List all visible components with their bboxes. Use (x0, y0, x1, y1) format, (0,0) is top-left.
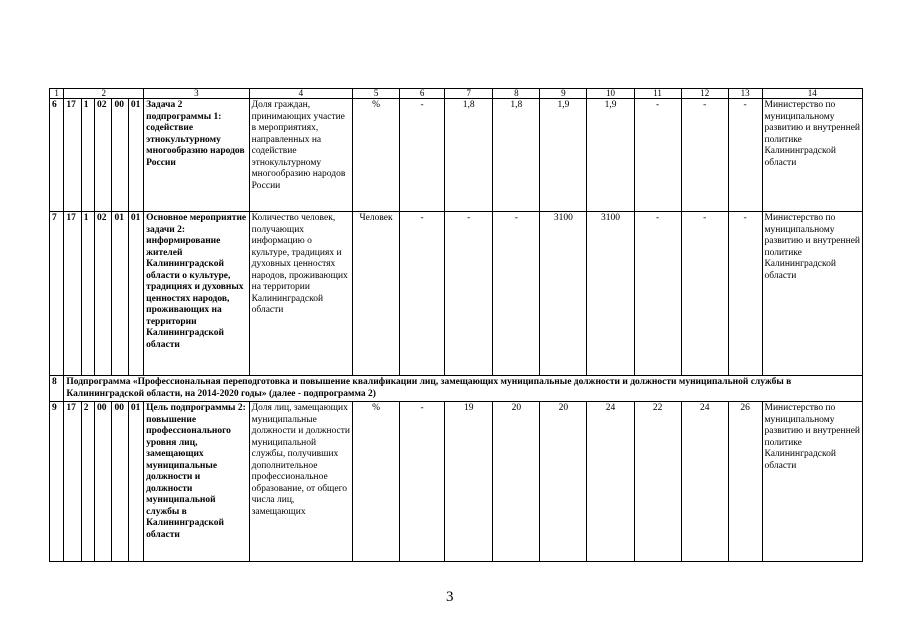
value-cell: 26 (728, 402, 762, 562)
header-cell: 4 (249, 89, 352, 99)
value-cell: 19 (445, 402, 493, 562)
value-cell: - (728, 99, 762, 212)
table-row (50, 402, 863, 562)
subprogram-row (50, 376, 863, 402)
code-cell: 1 (81, 99, 94, 212)
table-row (50, 212, 863, 376)
header-cell: 12 (681, 89, 728, 99)
header-cell: 6 (400, 89, 445, 99)
value-cell: - (493, 212, 540, 376)
value-cell: - (681, 212, 728, 376)
value-cell: - (400, 402, 445, 562)
value-cell: 24 (681, 402, 728, 562)
value-cell: 20 (493, 402, 540, 562)
value-cell: - (445, 212, 493, 376)
value-cell: 3100 (540, 212, 587, 376)
row-number: 9 (50, 402, 64, 562)
value-cell: - (634, 99, 681, 212)
responsible-cell: Министерство по муниципальному развитию и внутренней политике Калининградской области (762, 99, 862, 212)
table-row (50, 99, 863, 212)
row-number: 8 (50, 376, 64, 402)
code-cell: 17 (64, 99, 81, 212)
code-cell: 00 (112, 402, 128, 562)
page-number: 3 (446, 589, 454, 605)
value-cell: 24 (587, 402, 634, 562)
value-cell: 3100 (587, 212, 634, 376)
header-cell: 1 (50, 89, 64, 99)
code-cell: 01 (128, 402, 143, 562)
responsible-cell: Министерство по муниципальному развитию и внутренней политике Калининградской области (762, 212, 862, 376)
code-cell: 1 (81, 212, 94, 376)
indicator-cell: Доля лиц, замещающих муниципальные должности и должности муниципальной службы, получивших дополнительное профессиональное образование, от общего числа лиц, замещающих (249, 402, 352, 562)
header-cell: 13 (728, 89, 762, 99)
unit-cell: % (353, 402, 400, 562)
name-cell: Задача 2 подпрограммы 1: содействие этнокультурному многообразию народов России (144, 99, 249, 212)
header-cell: 5 (353, 89, 400, 99)
indicator-cell: Количество человек, получающих информацию о культуре, традициях и духовных ценностях народов, проживающих на территории Калининградской области (249, 212, 352, 376)
indicator-cell: Доля граждан, принимающих участие в мероприятиях, направленных на содействие этнокультурному многообразию народов России (249, 99, 352, 212)
header-cell: 10 (587, 89, 634, 99)
unit-cell: Человек (353, 212, 400, 376)
value-cell: - (400, 212, 445, 376)
code-cell: 01 (112, 212, 128, 376)
header-cell: 7 (445, 89, 493, 99)
value-cell: - (728, 212, 762, 376)
header-cell: 8 (493, 89, 540, 99)
code-cell: 00 (95, 402, 112, 562)
row-number: 7 (50, 212, 64, 376)
row-number: 6 (50, 99, 64, 212)
header-cell: 9 (540, 89, 587, 99)
name-cell: Цель подпрограммы 2: повышение профессионального уровня лиц, замещающих муниципальные должности и должности муниципальной службы в Калининградской области (144, 402, 249, 562)
code-cell: 01 (128, 99, 143, 212)
value-cell: 1,8 (445, 99, 493, 212)
subprogram-title: Подпрограмма «Профессиональная переподготовка и повышение квалификации лиц, замещающих муниципальные должности и должности муниципальной службы в Калининградской области, на 2014-2020 годы» (далее - подпрограмма 2) (64, 376, 863, 402)
code-cell: 02 (95, 99, 112, 212)
value-cell: - (634, 212, 681, 376)
value-cell: 20 (540, 402, 587, 562)
code-cell: 02 (95, 212, 112, 376)
code-cell: 00 (112, 99, 128, 212)
header-cell: 11 (634, 89, 681, 99)
header-cell: 2 (64, 89, 144, 99)
value-cell: - (400, 99, 445, 212)
header-row (50, 89, 863, 99)
indicators-table (49, 88, 863, 562)
code-cell: 2 (81, 402, 94, 562)
value-cell: 22 (634, 402, 681, 562)
value-cell: - (681, 99, 728, 212)
value-cell: 1,9 (540, 99, 587, 212)
header-cell: 3 (144, 89, 249, 99)
value-cell: 1,9 (587, 99, 634, 212)
header-cell: 14 (762, 89, 862, 99)
value-cell: 1,8 (493, 99, 540, 212)
responsible-cell: Министерство по муниципальному развитию и внутренней политике Калининградской области (762, 402, 862, 562)
code-cell: 17 (64, 212, 81, 376)
code-cell: 17 (64, 402, 81, 562)
unit-cell: % (353, 99, 400, 212)
name-cell: Основное мероприятие задачи 2: информирование жителей Калининградской области о культуре, традициях и духовных ценностях народов, проживающих на территории Калининградской области (144, 212, 249, 376)
code-cell: 01 (128, 212, 143, 376)
